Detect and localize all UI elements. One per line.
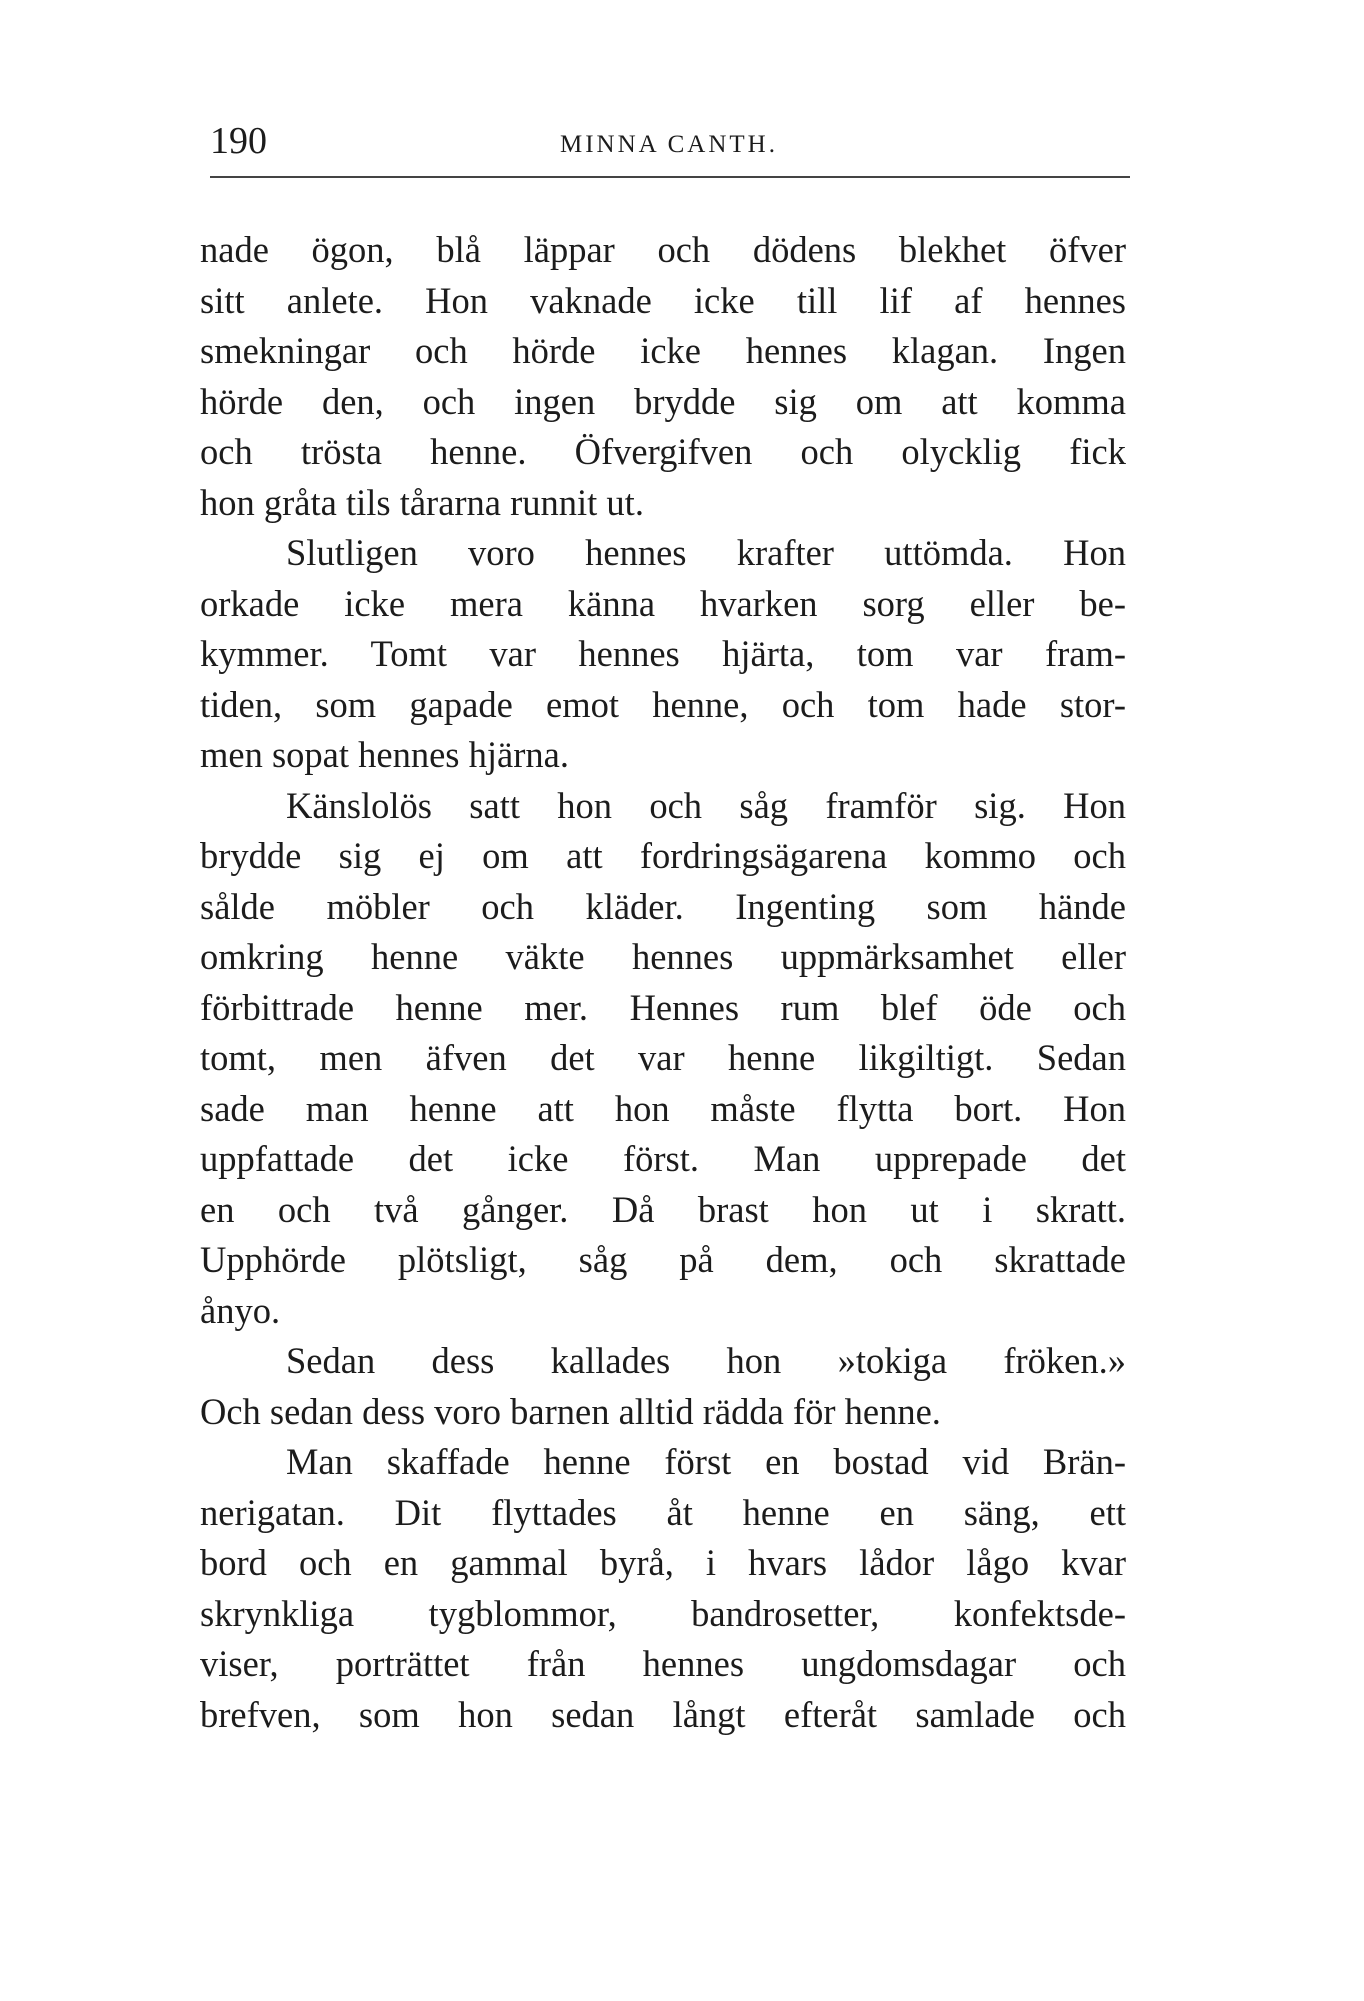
text-line: Känslolös satt hon och såg framför sig. Hon	[286, 784, 1126, 826]
text-line: ånyo.	[200, 1289, 281, 1331]
text-line: Man skaffade henne först en bostad vid Brän-	[286, 1441, 1126, 1482]
text-line: kymmer. Tomt var hennes hjärta, tom var fram-	[200, 633, 1126, 674]
running-title: MINNA CANTH.	[560, 131, 778, 158]
text-line: brydde sig ej om att fordringsägarena kommo och	[200, 835, 1126, 876]
text-line: viser, porträttet från hennes ungdomsdagar och	[200, 1643, 1126, 1684]
text-line: nade ögon, blå läppar och dödens blekhet öfver	[200, 229, 1126, 270]
text-line: skrynkliga tygblommor, bandrosetter, konfektsde-	[200, 1592, 1126, 1634]
text-line: uppfattade det icke först. Man upprepade det	[200, 1138, 1126, 1179]
text-line: Slutligen voro hennes krafter uttömda. Hon	[286, 532, 1126, 573]
text-line: hon gråta tils tårarna runnit ut.	[200, 481, 644, 523]
header-rule	[210, 176, 1130, 178]
text-line: och trösta henne. Öfvergifven och olycklig fick	[200, 431, 1126, 472]
page-number: 190	[210, 120, 267, 162]
text-line: Upphörde plötsligt, såg på dem, och skrattade	[200, 1239, 1126, 1280]
text-line: bord och en gammal byrå, i hvars lådor lågo kvar	[200, 1542, 1126, 1583]
text-line: brefven, som hon sedan långt efteråt samlade och	[200, 1693, 1126, 1735]
text-line: Sedan dess kallades hon »tokiga fröken.»	[286, 1340, 1126, 1381]
text-line: men sopat hennes hjärna.	[200, 734, 569, 775]
text-line: tomt, men äfven det var henne likgiltigt. Sedan	[200, 1037, 1126, 1078]
text-line: förbittrade henne mer. Hennes rum blef öde och	[200, 986, 1126, 1028]
text-line: omkring henne väkte hennes uppmärksamhet eller	[200, 936, 1126, 977]
text-line: sålde möbler och kläder. Ingenting som hände	[200, 885, 1126, 927]
body-text	[200, 225, 1126, 1740]
text-line: nerigatan. Dit flyttades åt henne en säng, ett	[200, 1491, 1126, 1533]
text-line: orkade icke mera känna hvarken sorg eller be-	[200, 582, 1126, 624]
text-line: sitt anlete. Hon vaknade icke till lif af hennes	[200, 279, 1126, 321]
text-line: Och sedan dess voro barnen alltid rädda för henne.	[200, 1390, 941, 1432]
text-line: hörde den, och ingen brydde sig om att komma	[200, 380, 1126, 422]
text-line: smekningar och hörde icke hennes klagan. Ingen	[200, 330, 1126, 371]
text-line: sade man henne att hon måste flytta bort. Hon	[200, 1087, 1126, 1129]
text-line: tiden, som gapade emot henne, och tom hade stor-	[200, 683, 1126, 725]
text-line: en och två gånger. Då brast hon ut i skratt.	[200, 1188, 1126, 1230]
